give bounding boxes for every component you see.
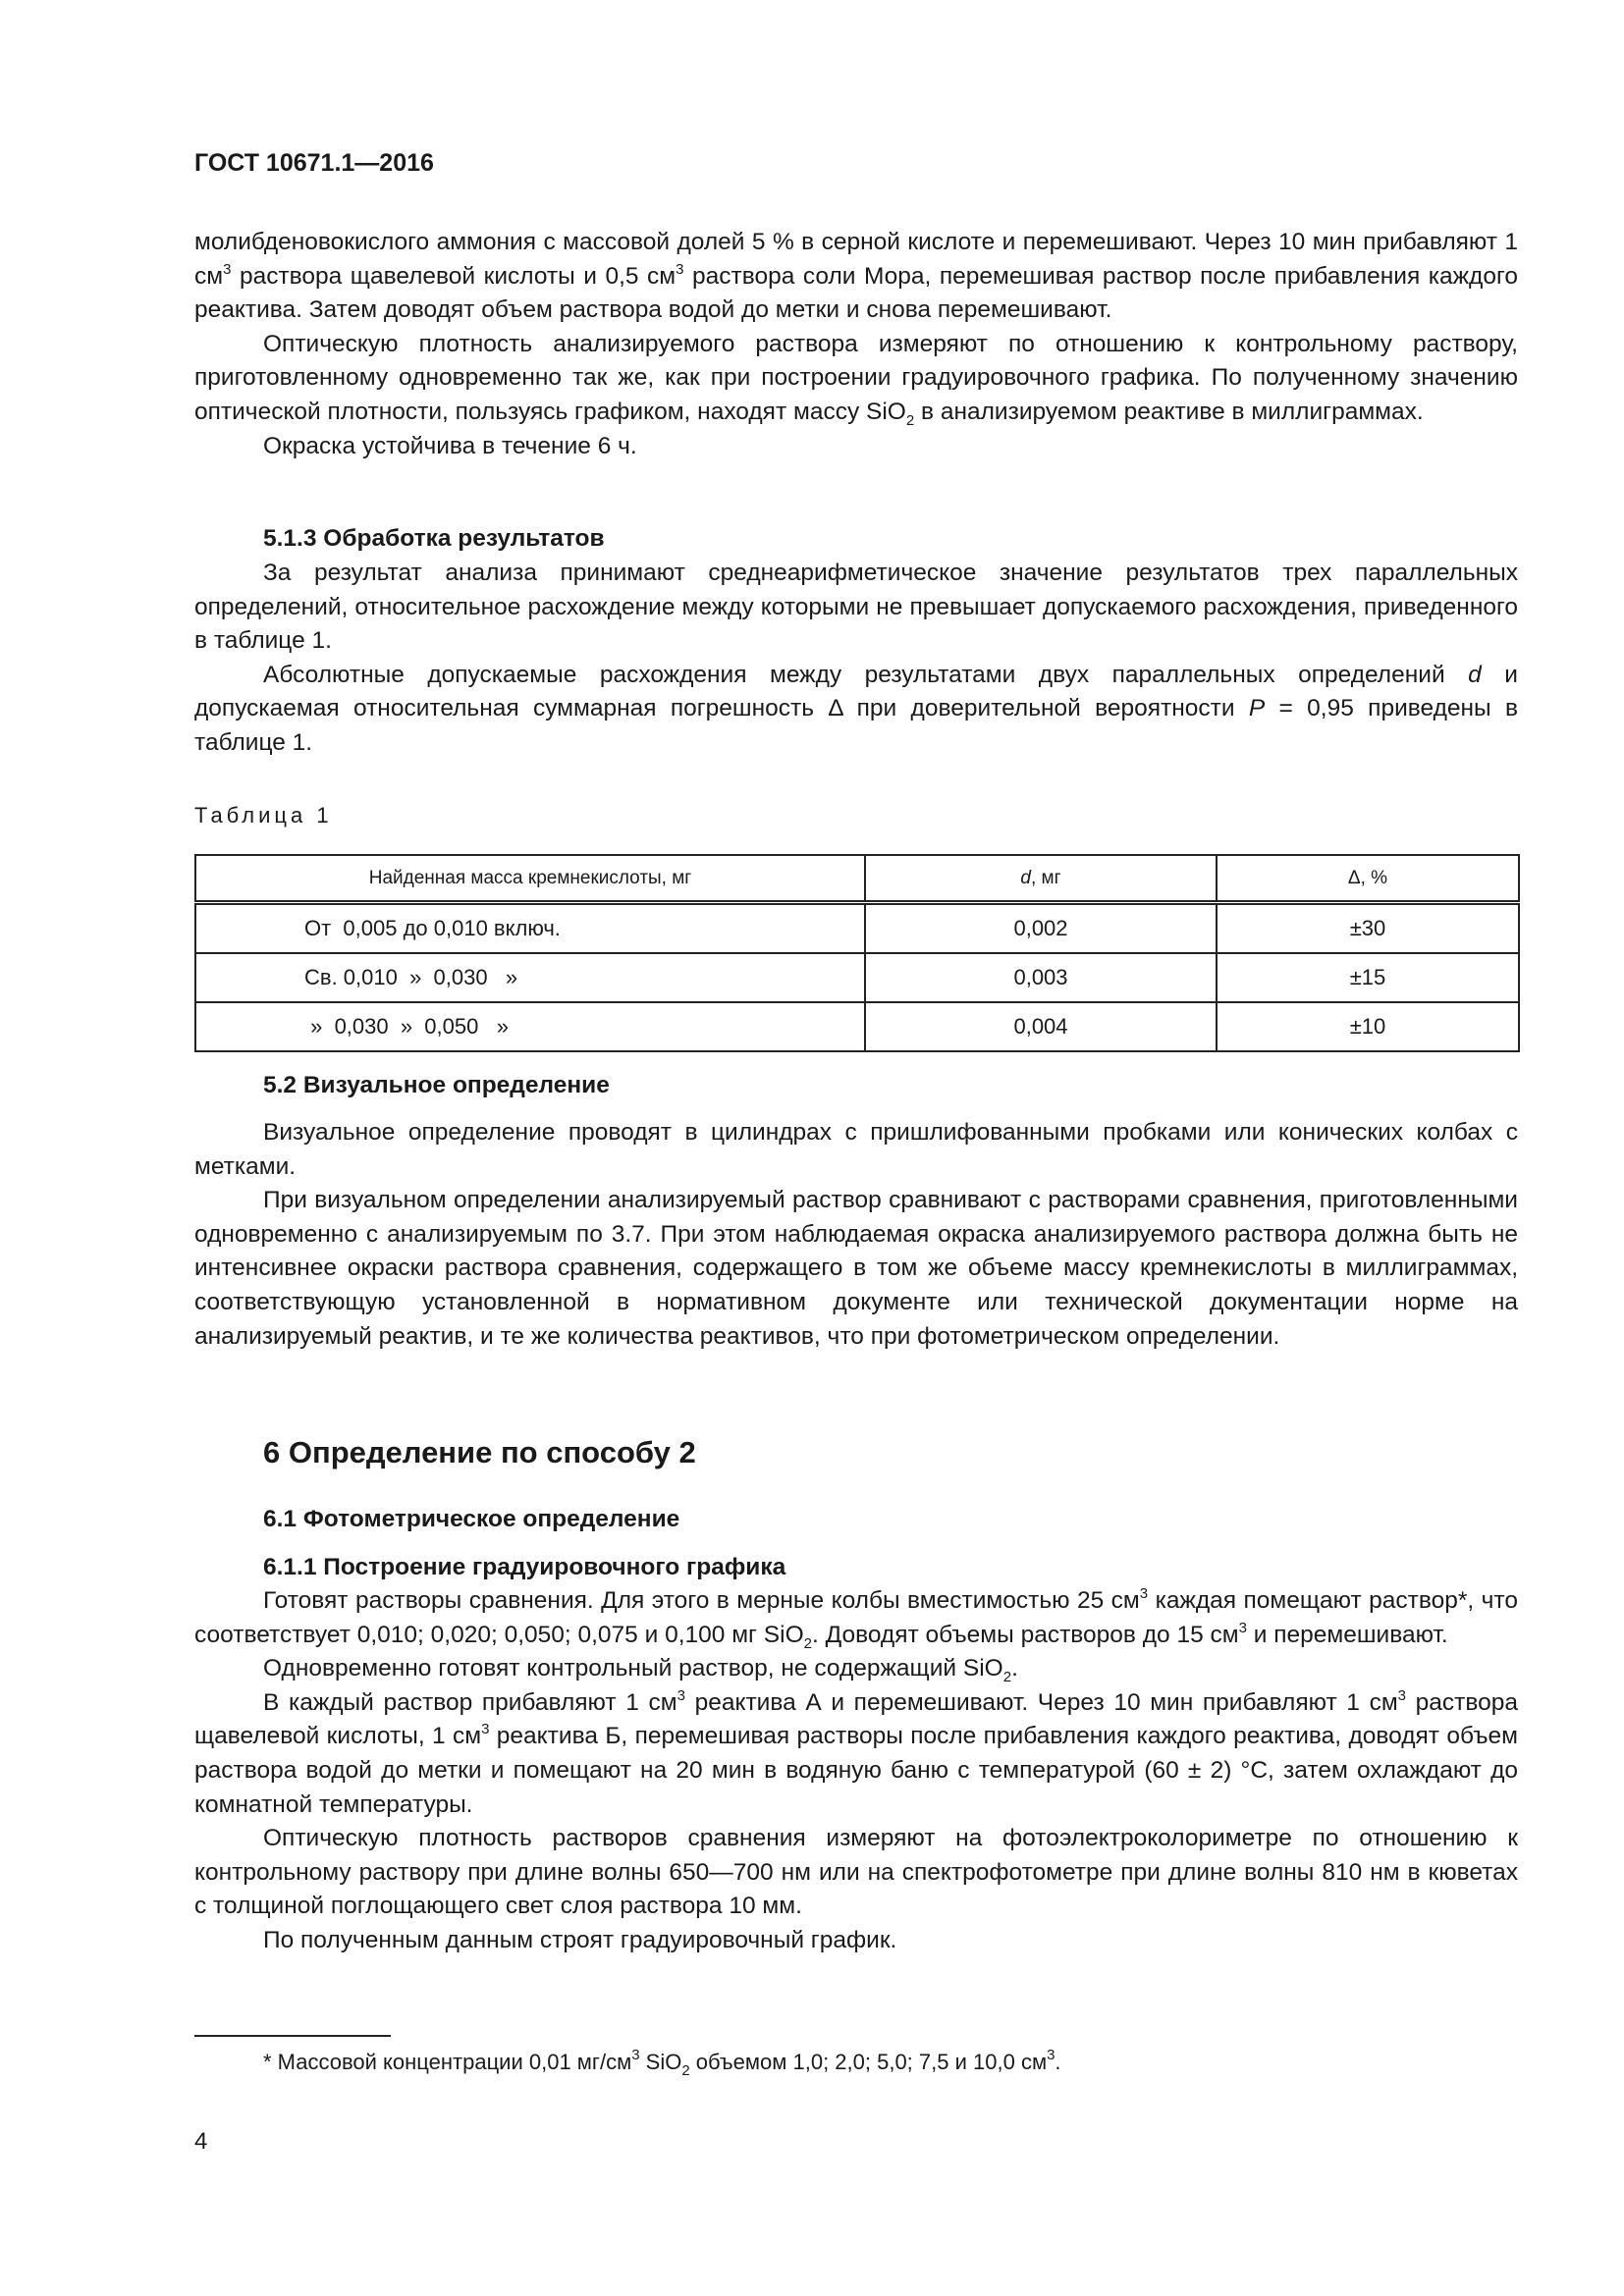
- text-run: Оптическую плотность анализируемого раствора измеряют по отношению к контрольному раствору, приготовленному одновременно так же, как при построении градуировочного графика. По полученному значению оптической плотности, пользуясь графиком, находят массу SiO: [194, 330, 1518, 425]
- text-run: объемом 1,0; 2,0; 5,0; 7,5 и 10,0 см: [689, 2050, 1048, 2074]
- paragraph: [194, 328, 1518, 430]
- text-run: и допускаемая относительная суммарная погрешность Δ при доверительной вероятности: [194, 661, 1518, 722]
- subscript: 2: [681, 2062, 690, 2079]
- section-5-2-heading: 5.2 Визуальное определение: [263, 1072, 610, 1098]
- paragraphs-block-1: [194, 226, 1518, 463]
- text-run: Визуальное определение проводят в цилиндрах с пришлифованными пробками или конических колбах с метками.: [194, 1119, 1518, 1180]
- superscript: 3: [1047, 2047, 1056, 2063]
- subscript: 2: [803, 1634, 812, 1652]
- text-run: За результат анализа принимают среднеарифметическое значение результатов трех параллельных определений, относительное расхождение между которыми не превышает допускаемого расхождения, приведенного в таблице 1.: [194, 560, 1518, 655]
- superscript: 3: [1238, 1619, 1247, 1636]
- text-run: Оптическую плотность растворов сравнения измеряют на фотоэлектроколориметре по отношению к контрольному раствору при длине волны 650—700 нм или на спектрофотометре при длине волны 810 нм в кюветах с толщиной поглощающего свет слоя раствора 10 мм.: [194, 1825, 1518, 1920]
- text-run: SiO: [639, 2050, 682, 2074]
- paragraph: [194, 1822, 1518, 1924]
- text-run: раствора соли Мора, перемешивая раствор после прибавления каждого реактива. Затем доводят объем раствора водой до метки и снова перемешивают.: [194, 262, 1518, 324]
- section-6-1-1-heading: 6.1.1 Построение градуировочного графика: [263, 1554, 786, 1580]
- paragraph: [194, 659, 1518, 761]
- text-run: Готовят растворы сравнения. Для этого в мерные колбы вместимостью 25 см: [263, 1587, 1140, 1614]
- document-header: ГОСТ 10671.1—2016: [194, 149, 434, 177]
- superscript: 3: [677, 1686, 685, 1704]
- footnote-separator: [194, 2035, 391, 2037]
- table-row: [195, 953, 1519, 1002]
- text-run: = 0,95 приведены в таблице 1.: [194, 695, 1518, 756]
- text-run: Окраска устойчива в течение 6 ч.: [263, 432, 637, 459]
- cell-delta: ±10: [1217, 1002, 1519, 1051]
- text-run: и перемешивают.: [1246, 1621, 1448, 1648]
- paragraphs-block-4: [194, 1584, 1518, 1958]
- paragraph: [194, 1584, 1518, 1652]
- header-delta: Δ, %: [1217, 855, 1519, 903]
- header-d: d, мг: [865, 855, 1217, 903]
- table-header-row: [195, 855, 1519, 903]
- paragraph: [194, 1686, 1518, 1822]
- section-6-heading: 6 Определение по способу 2: [263, 1435, 696, 1469]
- superscript: 3: [1139, 1585, 1149, 1602]
- cell-d: 0,004: [865, 1002, 1217, 1051]
- cell-mass: » 0,030 » 0,050 »: [195, 1002, 865, 1051]
- cell-d: 0,002: [865, 903, 1217, 954]
- paragraphs-block-3: [194, 1116, 1518, 1354]
- paragraph: [194, 430, 1518, 464]
- text-run: каждая помещают раствор*, что соответствует 0,010; 0,020; 0,050; 0,075 и 0,100 мг SiO: [194, 1587, 1518, 1648]
- paragraph: [194, 226, 1518, 328]
- superscript: 3: [223, 260, 232, 278]
- text-run: Абсолютные допускаемые расхождения между результатами двух параллельных определений: [263, 661, 1469, 688]
- table-1: [194, 854, 1518, 1052]
- cell-mass: От 0,005 до 0,010 включ.: [195, 903, 865, 954]
- paragraphs-block-2: [194, 557, 1518, 761]
- text-run: P: [1248, 695, 1266, 722]
- text-run: d: [1468, 661, 1482, 688]
- paragraph: [194, 557, 1518, 659]
- text-run: раствора щавелевой кислоты, 1 см: [194, 1688, 1518, 1750]
- table-caption: Таблица 1: [194, 803, 333, 828]
- text-run: раствора щавелевой кислоты и 0,5 см: [231, 262, 677, 290]
- paragraph: [194, 1116, 1518, 1184]
- cell-delta: ±15: [1217, 953, 1519, 1002]
- text-run: .: [1011, 1655, 1018, 1682]
- text-run: реактива А и перемешивают. Через 10 мин прибавляют 1 см: [684, 1688, 1398, 1716]
- page-number: 4: [194, 2128, 208, 2155]
- text-run: Одновременно готовят контрольный раствор, не содержащий SiO: [263, 1655, 1003, 1682]
- text-run: .: [1055, 2050, 1061, 2074]
- superscript: 3: [631, 2047, 640, 2063]
- text-run: В каждый раствор прибавляют 1 см: [263, 1688, 677, 1716]
- text-run: молибденовокислого аммония с массовой долей 5 % в серной кислоте и перемешивают. Через 10 мин прибавляют 1 см: [194, 229, 1518, 290]
- table-row: [195, 903, 1519, 954]
- text-run: в анализируемом реактиве в миллиграммах.: [914, 398, 1424, 425]
- superscript: 3: [481, 1721, 490, 1738]
- subscript: 2: [1002, 1669, 1012, 1686]
- paragraph: [194, 1652, 1518, 1686]
- cell-mass: Св. 0,010 » 0,030 »: [195, 953, 865, 1002]
- text-run: По полученным данным строят градуировочный график.: [263, 1926, 897, 1953]
- text-run: При визуальном определении анализируемый раствор сравнивают с растворами сравнения, приготовленными одновременно с анализируемым по 3.7. При этом наблюдаемая окраска анализируемого раствора должна быть не интенсивнее окраски раствора сравнения, содержащего в том же объеме массу кремнекислоты в миллиграммах, соответствующую установленной в нормативном документе или технической документации норме на анализируемый реактив, и те же количества реактивов, что при фотометрическом определении.: [194, 1187, 1518, 1350]
- table-row: [195, 1002, 1519, 1051]
- subscript: 2: [905, 411, 915, 429]
- text-run: . Доводят объемы растворов до 15 см: [812, 1621, 1239, 1648]
- cell-delta: ±30: [1217, 903, 1519, 954]
- paragraph: [194, 1184, 1518, 1354]
- superscript: 3: [1397, 1686, 1407, 1704]
- superscript: 3: [676, 260, 684, 278]
- footnote: [263, 2047, 1061, 2079]
- header-mass: Найденная масса кремнекислоты, мг: [195, 855, 865, 903]
- section-5-1-3-heading: 5.1.3 Обработка результатов: [263, 525, 605, 552]
- text-run: * Массовой концентрации 0,01 мг/см: [263, 2050, 632, 2074]
- section-6-1-heading: 6.1 Фотометрическое определение: [263, 1506, 680, 1532]
- paragraph: [194, 1924, 1518, 1958]
- text-run: реактива Б, перемешивая растворы после прибавления каждого реактива, доводят объем раствора водой до метки и помещают на 20 мин в водяную баню с температурой (60 ± 2) °С, затем охлаждают до комнатной температуры.: [194, 1723, 1518, 1818]
- cell-d: 0,003: [865, 953, 1217, 1002]
